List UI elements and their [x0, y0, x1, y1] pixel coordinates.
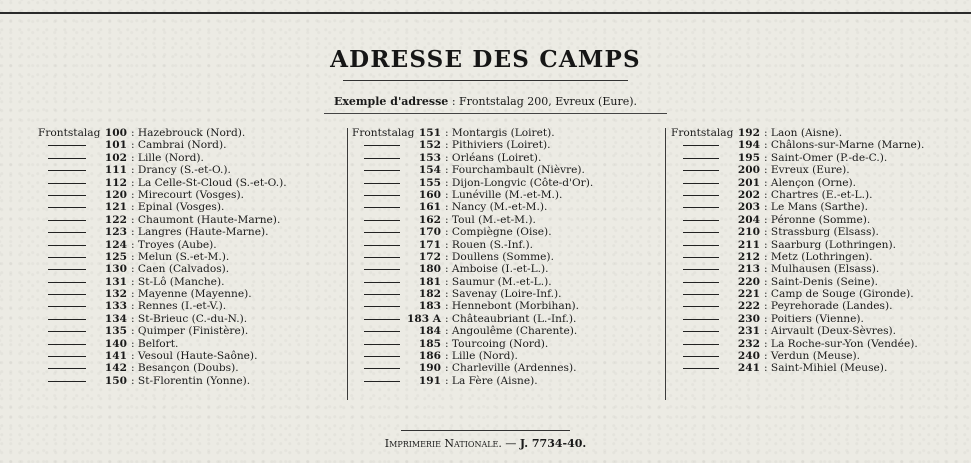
camp-location: : Hazebrouck (Nord). [131, 127, 246, 139]
camp-number: 195 [737, 151, 760, 164]
camp-entry [38, 263, 338, 275]
column-divider-1 [347, 128, 348, 400]
camp-number: 134 [104, 312, 127, 325]
camp-entry [671, 263, 966, 275]
camp-entry [38, 362, 338, 374]
camp-number: 122 [104, 213, 127, 226]
camp-entry [352, 288, 657, 300]
camp-number: 120 [104, 188, 127, 201]
camp-location: : Troyes (Aube). [131, 238, 217, 251]
camp-number: 222 [737, 300, 760, 313]
ditto-dash [48, 344, 86, 345]
camp-entry [38, 288, 338, 300]
ditto-dash [48, 368, 86, 369]
camp-entry [352, 127, 657, 139]
camp-number: 141 [104, 350, 127, 363]
camp-number: 125 [104, 250, 127, 263]
ditto-dash [364, 207, 400, 208]
camp-number: 135 [104, 325, 127, 338]
camps-column-3 [671, 127, 966, 375]
camp-entry [38, 152, 338, 164]
camp-entry [671, 276, 966, 288]
camp-entry [38, 201, 338, 213]
camp-entry [671, 325, 966, 337]
camp-location: : Alençon (Orne). [764, 176, 857, 189]
camp-number: 184 [418, 325, 441, 338]
camp-location: : Verdun (Meuse). [764, 350, 861, 363]
camp-entry [671, 313, 966, 325]
camp-number: 232 [737, 337, 760, 350]
camp-entry [671, 350, 966, 362]
camp-location: : Châlons-sur-Marne (Marne). [764, 139, 925, 152]
ditto-dash [48, 356, 86, 357]
ditto-dash [683, 319, 719, 320]
camp-location: : Tourcoing (Nord). [445, 337, 549, 350]
camp-entry [352, 362, 657, 374]
camp-entry [38, 350, 338, 362]
ditto-dash [48, 207, 86, 208]
ditto-dash [364, 257, 400, 258]
camp-location: : Toul (M.-et-M.). [445, 213, 536, 226]
ditto-dash [48, 145, 86, 146]
ditto-dash [683, 257, 719, 258]
camp-number: 161 [418, 201, 441, 214]
frontstalag-label: Frontstalag [38, 127, 101, 139]
camp-number: 194 [737, 139, 760, 152]
ditto-dash [48, 183, 86, 184]
ditto-dash [364, 269, 400, 270]
camp-location: : Péronne (Somme). [764, 213, 871, 226]
camp-entry [671, 251, 966, 263]
camp-location: : Lille (Nord). [131, 151, 204, 164]
camp-location: : Peyrehorade (Landes). [764, 300, 893, 313]
camp-entry [38, 325, 338, 337]
camp-location: : Hennebont (Morbihan). [445, 300, 580, 313]
ditto-dash [683, 356, 719, 357]
ditto-dash [364, 381, 400, 382]
camp-number: 160 [418, 188, 441, 201]
ditto-dash [364, 356, 400, 357]
camp-entry [38, 239, 338, 251]
camp-number: 181 [418, 275, 441, 288]
camp-entry [38, 313, 338, 325]
ditto-dash [364, 282, 400, 283]
camp-location: : Epinal (Vosges). [131, 201, 225, 214]
camp-location: : La Fère (Aisne). [445, 374, 538, 387]
camp-entry [671, 214, 966, 226]
ditto-dash [683, 158, 719, 159]
camp-entry [352, 239, 657, 251]
camp-location: : Saarburg (Lothringen). [764, 238, 896, 251]
camp-location: : Charleville (Ardennes). [445, 362, 577, 375]
camp-location: : Angoulême (Charente). [445, 325, 578, 338]
top-rule [0, 12, 971, 14]
camp-location: : La Roche-sur-Yon (Vendée). [764, 337, 918, 350]
camp-number: 100 [104, 127, 127, 139]
ditto-dash [48, 319, 86, 320]
camp-entry [352, 300, 657, 312]
camp-location: : Poitiers (Vienne). [764, 312, 864, 325]
camp-entry [352, 338, 657, 350]
ditto-dash [683, 232, 719, 233]
ditto-dash [364, 232, 400, 233]
ditto-dash [48, 245, 86, 246]
camp-number: 140 [104, 337, 127, 350]
camp-location: : Nancy (M.-et-M.). [445, 201, 548, 214]
example-text: : Frontstalag 200, Evreux (Eure). [451, 95, 638, 108]
camp-number: 241 [737, 362, 760, 375]
camp-location: : Fourchambault (Nièvre). [445, 164, 585, 177]
camp-number: 230 [737, 312, 760, 325]
ditto-dash [364, 331, 400, 332]
camp-entry [671, 201, 966, 213]
camp-entry [671, 300, 966, 312]
camp-entry [352, 226, 657, 238]
address-example [0, 95, 971, 108]
ditto-dash [364, 319, 400, 320]
camp-location: : St-Lô (Manche). [131, 275, 225, 288]
camp-entry [671, 239, 966, 251]
camp-number: 150 [104, 374, 127, 387]
ditto-dash [364, 170, 400, 171]
ditto-dash [683, 331, 719, 332]
camp-entry [352, 276, 657, 288]
ditto-dash [683, 368, 719, 369]
ditto-dash [683, 269, 719, 270]
camp-location: : St-Brieuc (C.-du-N.). [131, 312, 248, 325]
camp-location: : Compiègne (Oise). [445, 226, 552, 239]
camp-location: : Mulhausen (Elsass). [764, 263, 880, 276]
ditto-dash [48, 269, 86, 270]
camp-number: 203 [737, 201, 760, 214]
camp-entry [38, 139, 338, 151]
camp-number: 200 [737, 164, 760, 177]
ditto-dash [48, 232, 86, 233]
camp-location: : Lunéville (M.-et-M.). [445, 188, 563, 201]
camp-entry [38, 226, 338, 238]
camp-number: 183 A [406, 312, 441, 325]
camp-entry [352, 139, 657, 151]
camp-entry [352, 263, 657, 275]
ditto-dash [683, 220, 719, 221]
ditto-dash [48, 294, 86, 295]
camp-number: 101 [104, 139, 127, 152]
camp-number: 183 [418, 300, 441, 313]
camp-entry [352, 189, 657, 201]
camp-entry [38, 214, 338, 226]
camp-number: 155 [418, 176, 441, 189]
ditto-dash [364, 220, 400, 221]
camp-location: : Evreux (Eure). [764, 164, 850, 177]
ditto-dash [364, 158, 400, 159]
camp-number: 191 [418, 374, 441, 387]
camp-entry [38, 276, 338, 288]
camp-location: : Dijon-Longvic (Côte-d'Or). [445, 176, 594, 189]
imprint-name: Imprimerie Nationale. — [384, 437, 517, 450]
camp-location: : Melun (S.-et-M.). [131, 250, 230, 263]
camp-number: 132 [104, 288, 127, 301]
ditto-dash [364, 183, 400, 184]
camp-entry [352, 201, 657, 213]
camp-location: : Metz (Lothringen). [764, 250, 873, 263]
camp-number: 111 [104, 164, 127, 177]
camp-number: 211 [737, 238, 760, 251]
example-underline [324, 113, 667, 114]
camp-number: 130 [104, 263, 127, 276]
camp-location: : Saumur (M.-et-L.). [445, 275, 552, 288]
ditto-dash [48, 158, 86, 159]
camp-number: 133 [104, 300, 127, 313]
camp-entry [352, 251, 657, 263]
camp-entry [38, 251, 338, 263]
ditto-dash [683, 306, 719, 307]
camp-number: 142 [104, 362, 127, 375]
camp-number: 212 [737, 250, 760, 263]
ditto-dash [364, 294, 400, 295]
camp-location: : St-Florentin (Yonne). [131, 374, 251, 387]
camp-entry [352, 375, 657, 387]
camp-location: : Mirecourt (Vosges). [131, 188, 244, 201]
camp-number: 102 [104, 151, 127, 164]
camp-entry [38, 164, 338, 176]
ditto-dash [48, 381, 86, 382]
camp-location: : Saint-Denis (Seine). [764, 275, 878, 288]
camp-number: 204 [737, 213, 760, 226]
ditto-dash [683, 145, 719, 146]
camp-number: 171 [418, 238, 441, 251]
camp-number: 152 [418, 139, 441, 152]
column-divider-2 [665, 128, 666, 400]
footer-rule [401, 430, 570, 431]
title-underline [343, 80, 628, 81]
camp-entry [352, 325, 657, 337]
camp-number: 172 [418, 250, 441, 263]
camp-entry [352, 177, 657, 189]
camp-entry [671, 338, 966, 350]
camp-location: : Montargis (Loiret). [445, 127, 555, 139]
camp-number: 180 [418, 263, 441, 276]
camp-entry [671, 288, 966, 300]
ditto-dash [364, 245, 400, 246]
camp-entry [38, 177, 338, 189]
ditto-dash [683, 207, 719, 208]
ditto-dash [364, 145, 400, 146]
camp-location: : La Celle-St-Cloud (S.-et-O.). [131, 176, 287, 189]
camps-column-2 [352, 127, 657, 387]
camp-number: 190 [418, 362, 441, 375]
camp-location: : Strassburg (Elsass). [764, 226, 879, 239]
camp-location: : Lille (Nord). [445, 350, 518, 363]
camp-entry [671, 152, 966, 164]
camp-location: : Saint-Omer (P.-de-C.). [764, 151, 888, 164]
camp-entry [671, 177, 966, 189]
camp-number: 182 [418, 288, 441, 301]
camps-column-1 [38, 127, 338, 387]
camp-location: : Besançon (Doubs). [131, 362, 239, 375]
camp-location: : Caen (Calvados). [131, 263, 230, 276]
camp-entry [671, 189, 966, 201]
ditto-dash [683, 195, 719, 196]
camp-location: : Rouen (S.-Inf.). [445, 238, 533, 251]
camp-number: 112 [104, 176, 127, 189]
camp-number: 153 [418, 151, 441, 164]
camp-number: 170 [418, 226, 441, 239]
camp-location: : Quimper (Finistère). [131, 325, 249, 338]
camp-location: : Amboise (I.-et-L.). [445, 263, 549, 276]
camp-entry [352, 313, 657, 325]
ditto-dash [683, 344, 719, 345]
camp-location: : Saint-Mihiel (Meuse). [764, 362, 888, 375]
camp-number: 240 [737, 350, 760, 363]
ditto-dash [683, 294, 719, 295]
camp-entry [38, 127, 338, 139]
camp-location: : Rennes (I.-et-V.). [131, 300, 227, 313]
camp-location: : Pithiviers (Loiret). [445, 139, 551, 152]
camp-location: : Doullens (Somme). [445, 250, 554, 263]
camp-entry [671, 362, 966, 374]
camp-location: : Chaumont (Haute-Marne). [131, 213, 281, 226]
ditto-dash [683, 282, 719, 283]
ditto-dash [364, 368, 400, 369]
camp-location: : Camp de Souge (Gironde). [764, 288, 914, 301]
camp-location: : Langres (Haute-Marne). [131, 226, 269, 239]
imprint-code: J. 7734-40. [519, 437, 587, 450]
camp-number: 201 [737, 176, 760, 189]
ditto-dash [364, 344, 400, 345]
camp-number: 123 [104, 226, 127, 239]
camp-number: 186 [418, 350, 441, 363]
example-label: Exemple d'adresse [333, 95, 449, 108]
frontstalag-label: Frontstalag [352, 127, 415, 139]
frontstalag-label: Frontstalag [671, 127, 734, 139]
camp-entry [38, 375, 338, 387]
camp-number: 151 [418, 127, 441, 139]
ditto-dash [48, 306, 86, 307]
ditto-dash [364, 195, 400, 196]
camp-number: 202 [737, 188, 760, 201]
camp-location: : Le Mans (Sarthe). [764, 201, 869, 214]
camp-location: : Mayenne (Mayenne). [131, 288, 252, 301]
camp-entry [38, 189, 338, 201]
camp-number: 220 [737, 275, 760, 288]
camp-entry [671, 226, 966, 238]
ditto-dash [48, 331, 86, 332]
camp-number: 231 [737, 325, 760, 338]
camp-number: 192 [737, 127, 760, 139]
camp-number: 185 [418, 337, 441, 350]
camp-number: 131 [104, 275, 127, 288]
camp-number: 121 [104, 201, 127, 214]
camp-number: 210 [737, 226, 760, 239]
camp-location: : Drancy (S.-et-O.). [131, 164, 231, 177]
camp-entry [352, 152, 657, 164]
camp-location: : Airvault (Deux-Sèvres). [764, 325, 897, 338]
camp-entry [671, 164, 966, 176]
camp-location: : Vesoul (Haute-Saône). [131, 350, 258, 363]
camp-number: 221 [737, 288, 760, 301]
camp-number: 213 [737, 263, 760, 276]
camp-number: 154 [418, 164, 441, 177]
camp-entry [38, 338, 338, 350]
camp-location: : Savenay (Loire-Inf.). [445, 288, 562, 301]
camp-entry [352, 350, 657, 362]
camp-location: : Chartres (E.-et-L.). [764, 188, 873, 201]
ditto-dash [48, 195, 86, 196]
camp-location: : Châteaubriant (L.-Inf.). [445, 312, 577, 325]
ditto-dash [48, 257, 86, 258]
camp-entry [352, 214, 657, 226]
ditto-dash [683, 245, 719, 246]
ditto-dash [48, 282, 86, 283]
camp-location: : Orléans (Loiret). [445, 151, 542, 164]
camp-location: : Cambrai (Nord). [131, 139, 227, 152]
ditto-dash [364, 306, 400, 307]
camp-entry [671, 127, 966, 139]
camp-entry [38, 300, 338, 312]
printer-imprint [0, 437, 971, 450]
ditto-dash [683, 170, 719, 171]
camp-entry [352, 164, 657, 176]
ditto-dash [683, 183, 719, 184]
camp-location: : Laon (Aisne). [764, 127, 843, 139]
camp-entry [671, 139, 966, 151]
camp-location: : Belfort. [131, 337, 179, 350]
camp-number: 162 [418, 213, 441, 226]
ditto-dash [48, 220, 86, 221]
page-title: ADRESSE DES CAMPS [330, 46, 641, 73]
ditto-dash [48, 170, 86, 171]
camp-number: 124 [104, 238, 127, 251]
